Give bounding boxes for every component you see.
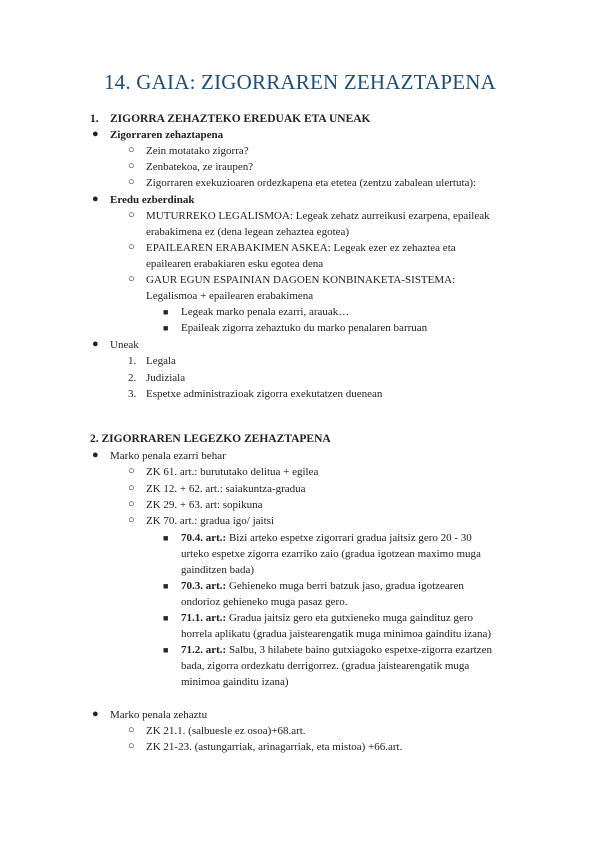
article-line: urteko espetxe zigorra ezarriko zaio (gradua igotzean maximo muga — [181, 548, 481, 560]
article-line — [181, 642, 537, 658]
circle-bullet-icon: ○ — [128, 514, 135, 526]
list-item-continuation: erabakimena ez (dena legean zehaztea egotea) — [146, 226, 350, 238]
list-item-continuation: epailearen erabakiaren esku egotea dena — [146, 258, 324, 270]
list-item: Marko penala ezarri behar — [110, 450, 226, 462]
list-item: Zenbatekoa, ze iraupen? — [146, 161, 254, 173]
list-item: Zigorraren zehaztapena — [110, 129, 224, 141]
list-item: Epaileak zigorra zehaztuko du marko penalaren barruan — [181, 322, 428, 334]
square-bullet-icon: ■ — [163, 533, 169, 543]
list-item: Legala — [146, 355, 176, 367]
article-text: Salbu, 3 hilabete baino gutxiagoko espetxe-zigorra ezartzen — [226, 644, 492, 656]
disc-bullet-icon: ● — [92, 128, 99, 140]
article-line — [181, 610, 537, 626]
list-item: Marko penala zehaztu — [110, 709, 208, 721]
square-bullet-icon: ■ — [163, 307, 169, 317]
circle-bullet-icon: ○ — [128, 740, 135, 752]
circle-bullet-icon: ○ — [128, 724, 135, 736]
section-2-heading: 2. ZIGORRAREN LEGEZKO ZEHAZTAPENA — [90, 433, 331, 445]
square-bullet-icon: ■ — [163, 323, 169, 333]
section-1-number: 1. — [90, 113, 99, 125]
list-item: Legeak marko penala ezarri, arauak… — [181, 306, 350, 318]
circle-bullet-icon: ○ — [128, 465, 135, 477]
list-item: ZK 29. + 63. art: sopikuna — [146, 499, 263, 511]
section-1-heading — [90, 113, 371, 125]
disc-bullet-icon: ● — [92, 449, 99, 461]
article-line: gainditzen bada) — [181, 564, 254, 576]
circle-bullet-icon: ○ — [128, 176, 135, 188]
article-ref: 70.4. art.: — [181, 532, 227, 544]
square-bullet-icon: ■ — [163, 645, 169, 655]
list-item: ZK 21-23. (astungarriak, arinagarriak, eta mistoa) +66.art. — [146, 741, 403, 753]
disc-bullet-icon: ● — [92, 338, 99, 350]
list-number: 3. — [128, 388, 137, 400]
circle-bullet-icon: ○ — [128, 273, 135, 285]
article-text: Gehieneko muga berri batzuk jaso, gradua igotzearen — [226, 580, 464, 592]
disc-bullet-icon: ● — [92, 193, 99, 205]
article-ref: 70.3. art.: — [181, 580, 227, 592]
circle-bullet-icon: ○ — [128, 482, 135, 494]
list-item: Zein motatako zigorra? — [146, 145, 249, 157]
list-item: MUTURREKO LEGALISMOA: Legeak zehatz aurreikusi ezarpena, epaileak — [146, 210, 490, 222]
disc-bullet-icon: ● — [92, 708, 99, 720]
article-ref: 71.2. art.: — [181, 644, 227, 656]
circle-bullet-icon: ○ — [128, 209, 135, 221]
list-item-continuation: Legalismoa + epailearen erabakimena — [146, 290, 314, 302]
circle-bullet-icon: ○ — [128, 241, 135, 253]
list-item: ZK 12. + 62. art.: saiakuntza-gradua — [146, 483, 306, 495]
section-1-title: ZIGORRA ZEHAZTEKO EREDUAK ETA UNEAK — [110, 113, 371, 125]
article-line: bada, zigorra ordezkatu derrigorrez. (gradua jaistearengatik muga — [181, 660, 470, 672]
list-item: Eredu ezberdinak — [110, 194, 195, 206]
list-item: ZK 70. art.: gradua igo/ jaitsi — [146, 515, 274, 527]
article-line — [181, 530, 537, 546]
page-title: 14. GAIA: ZIGORRAREN ZEHAZTAPENA — [103, 70, 497, 94]
article-line: ondorioz gehieneko muga pasaz gero. — [181, 596, 348, 608]
list-item: ZK 61. art.: burututako delitua + egilea — [146, 466, 319, 478]
article-line: horrela aplikatu (gradua jaistearengatik muga minimoa gainditu izana) — [181, 628, 492, 640]
article-ref: 71.1. art.: — [181, 612, 227, 624]
list-number: 2. — [128, 372, 137, 384]
article-line: minimoa gainditu izana) — [181, 676, 289, 688]
list-item: GAUR EGUN ESPAINIAN DAGOEN KONBINAKETA-SISTEMA: — [146, 274, 456, 286]
list-item: Zigorraren exekuzioaren ordezkapena eta etetea (zentzu zabalean ulertuta): — [146, 177, 477, 189]
list-item: Uneak — [110, 339, 139, 351]
circle-bullet-icon: ○ — [128, 498, 135, 510]
list-item: EPAILEAREN ERABAKIMEN ASKEA: Legeak ezer ez zehaztea eta — [146, 242, 456, 254]
list-item: ZK 21.1. (salbuesle ez osoa)+68.art. — [146, 725, 306, 737]
list-number: 1. — [128, 355, 137, 367]
list-item: Espetxe administrazioak zigorra exekutatzen duenean — [146, 388, 383, 400]
circle-bullet-icon: ○ — [128, 160, 135, 172]
article-line — [181, 578, 537, 594]
article-text: Bizi arteko espetxe zigorrari gradua jaitsiz gero 20 - 30 — [226, 532, 472, 544]
square-bullet-icon: ■ — [163, 581, 169, 591]
article-text: Gradua jaitsiz gero eta gutxieneko muga gaindituz gero — [226, 612, 474, 624]
square-bullet-icon: ■ — [163, 613, 169, 623]
circle-bullet-icon: ○ — [128, 144, 135, 156]
list-item: Judiziala — [146, 372, 186, 384]
